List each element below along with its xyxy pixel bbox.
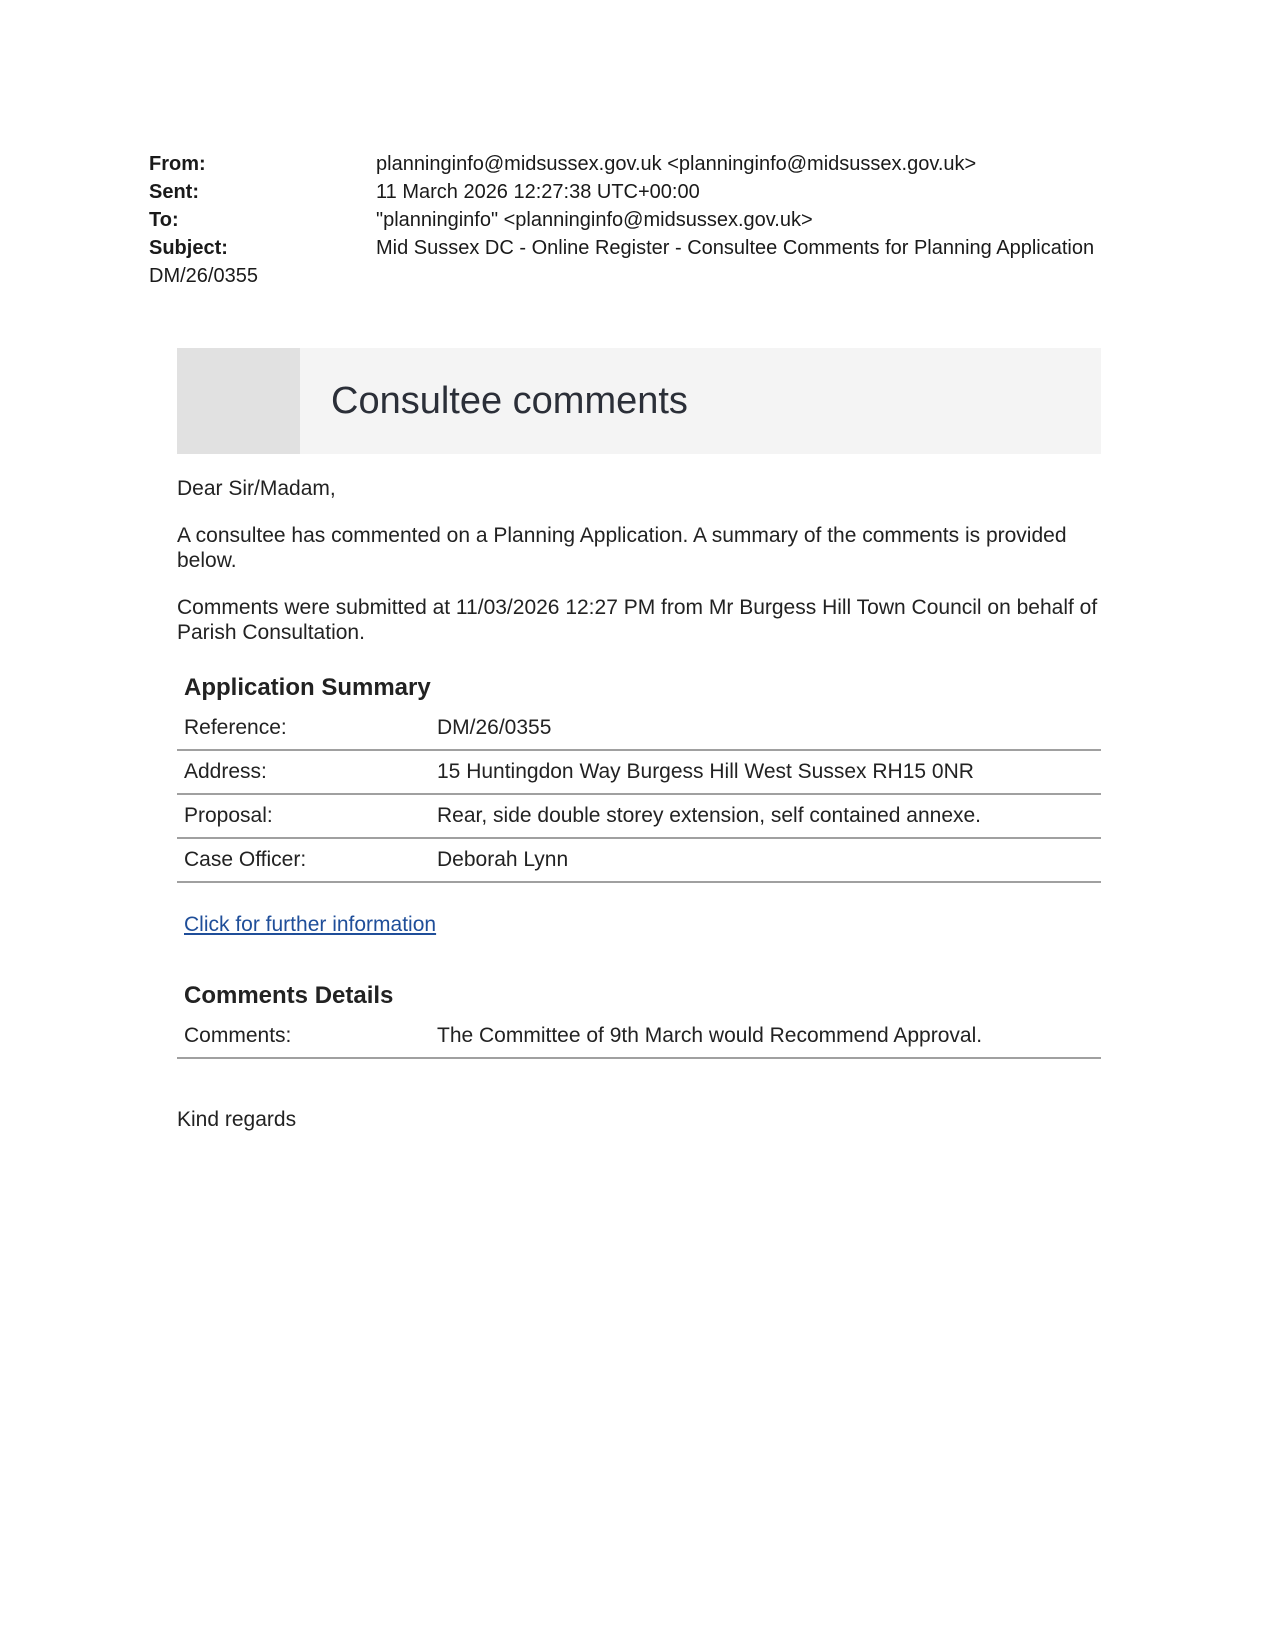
email-header [149,150,1149,290]
table-row [177,794,1101,838]
to-value: "planninginfo" <planninginfo@midsussex.gov.uk> [376,209,813,231]
comments-details-title: Comments Details [184,982,394,1009]
submitted-paragraph: Comments were submitted at 11/03/2026 12:27 PM from Mr Burgess Hill Town Council on behalf of Parish Consultation. [177,596,1098,644]
subject-continuation: DM/26/0355 [149,265,258,287]
address-label: Address: [177,750,430,794]
comments-value: The Committee of 9th March would Recommend Approval. [430,1015,1101,1058]
from-label: From: [149,153,206,175]
reference-label: Reference: [177,707,430,750]
application-summary-title: Application Summary [184,674,431,701]
proposal-label: Proposal: [177,794,430,838]
banner [177,348,1101,454]
table-row [177,750,1101,794]
sent-value: 11 March 2026 12:27:38 UTC+00:00 [376,181,700,203]
from-row [149,150,1149,178]
sent-label: Sent: [149,181,199,203]
subject-value: Mid Sussex DC - Online Register - Consultee Comments for Planning Application [376,237,1095,259]
intro-paragraph: A consultee has commented on a Planning Application. A summary of the comments is provided below. [177,524,1067,572]
proposal-value: Rear, side double storey extension, self contained annexe. [430,794,1101,838]
subject-label: Subject: [149,237,228,259]
to-label: To: [149,209,179,231]
banner-side-panel [177,348,300,454]
email-body [177,348,1101,1132]
to-row [149,206,1149,234]
subject-continuation-row [149,262,1149,290]
comments-details-table [177,1015,1101,1059]
from-value: planninginfo@midsussex.gov.uk <planninginfo@midsussex.gov.uk> [376,153,977,175]
banner-title: Consultee comments [331,380,688,422]
table-row [177,838,1101,882]
sign-off: Kind regards [177,1108,297,1131]
address-value: 15 Huntingdon Way Burgess Hill West Sussex RH15 0NR [430,750,1101,794]
case-officer-value: Deborah Lynn [430,838,1101,882]
reference-value: DM/26/0355 [430,707,1101,750]
further-info-link-wrap [177,913,1101,941]
further-info-link[interactable]: Click for further information [184,913,437,936]
table-row [177,1015,1101,1058]
comments-label: Comments: [177,1015,430,1058]
sent-row [149,178,1149,206]
greeting: Dear Sir/Madam, [177,477,336,500]
application-summary-table [177,707,1101,883]
table-row [177,707,1101,750]
subject-row [149,234,1149,262]
case-officer-label: Case Officer: [177,838,430,882]
